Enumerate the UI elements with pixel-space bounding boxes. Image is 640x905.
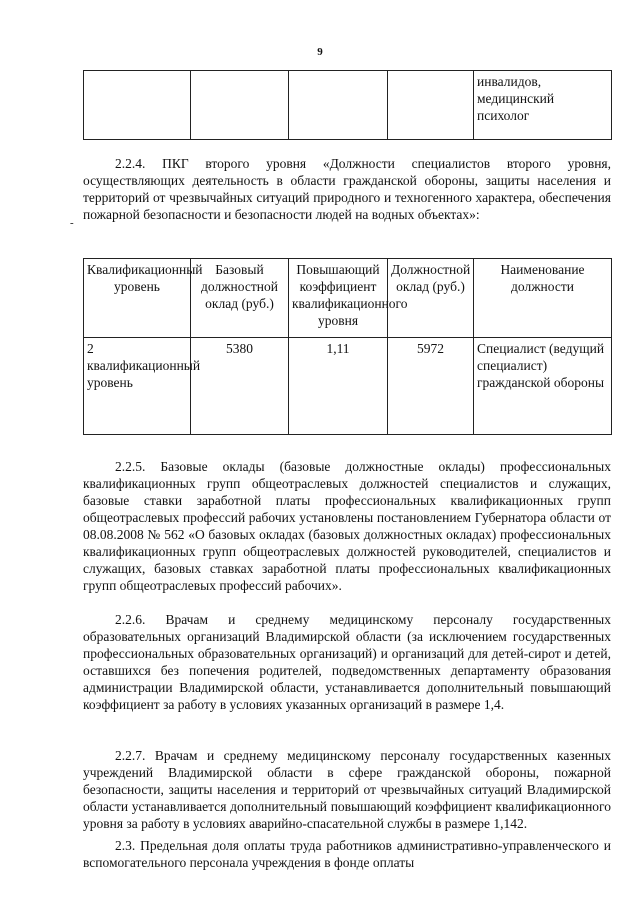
table-cell — [191, 71, 289, 140]
salary-table — [83, 258, 612, 435]
cell-base-salary: 5380 — [191, 338, 289, 435]
cell-level: 2 квалификационный уровень — [84, 338, 191, 435]
table-header-row — [84, 259, 612, 338]
section-2-2-5: 2.2.5. Базовые оклады (базовые должностные оклады) профессиональных квалификационных групп общеотраслевых должностей специалистов и служащих, базовые ставки заработной платы профессиональных квалификационных групп общеотраслевых профессий рабочих установлены постановлением Губернатора области от 08.08.2008 № 562 «О базовых окладах (базовых должностных окладах) профессиональных квалификационных групп общеотраслевых должностей руководителей, специалистов и служащих, базовых ставках заработной платы профессиональных квалификационных групп общеотраслевых профессий рабочих». — [83, 459, 611, 593]
section-2-2-6: 2.2.6. Врачам и среднему медицинскому персоналу государственных образовательных организаций Владимирской области (за исключением государственных профессиональных образовательных организаций) и организаций для детей-сирот и детей, оставшихся без попечения родителей, подведомственных департаменту образования администрации Владимирской области, устанавливается дополнительный повышающий коэффициент за работу в условиях указанных организаций в размере 1,4. — [83, 612, 611, 712]
table-cell — [84, 71, 191, 140]
section-2-3: 2.3. Предельная доля оплаты труда работников административно-управленческого и вспомогательного персонала учреждения в фонде оплаты — [83, 838, 611, 870]
section-2-2-7: 2.2.7. Врачам и среднему медицинскому персоналу государственных казенных учреждений Владимирской области в сфере гражданской обороны, пожарной безопасности, защиты населения и территорий от чрезвычайных ситуаций Владимирской области устанавливается дополнительный повышающий коэффициент квалификационного уровня за работу в условиях аварийно-спасательной службы в размере 1,142. — [83, 748, 611, 831]
table-cell — [289, 71, 388, 140]
col-header-base-salary: Базовый должностной оклад (руб.) — [191, 259, 289, 338]
page-number: 9 — [317, 46, 323, 58]
col-header-salary: Должностной оклад (руб.) — [388, 259, 474, 338]
table-cell-position: инвалидов, медицинский психолог — [474, 71, 612, 140]
cell-position: Специалист (ведущий специалист) гражданской обороны — [474, 338, 612, 435]
col-header-level: Квалификационный уровень — [84, 259, 191, 338]
table-row — [84, 338, 612, 435]
col-header-coefficient: Повышающий коэффициент квалификационного уровня — [289, 259, 388, 338]
table-row — [84, 71, 612, 140]
continued-table — [83, 70, 612, 140]
cell-salary: 5972 — [388, 338, 474, 435]
cell-coefficient: 1,11 — [289, 338, 388, 435]
section-2-2-4: 2.2.4. ПКГ второго уровня «Должности специалистов второго уровня, осуществляющих деятельность в области гражданской обороны, защиты населения и территорий от чрезвычайных ситуаций природного и техногенного характера, обеспечения пожарной безопасности и безопасности людей на водных объектах»: — [83, 156, 611, 222]
col-header-position: Наименование должности — [474, 259, 612, 338]
table-cell — [388, 71, 474, 140]
